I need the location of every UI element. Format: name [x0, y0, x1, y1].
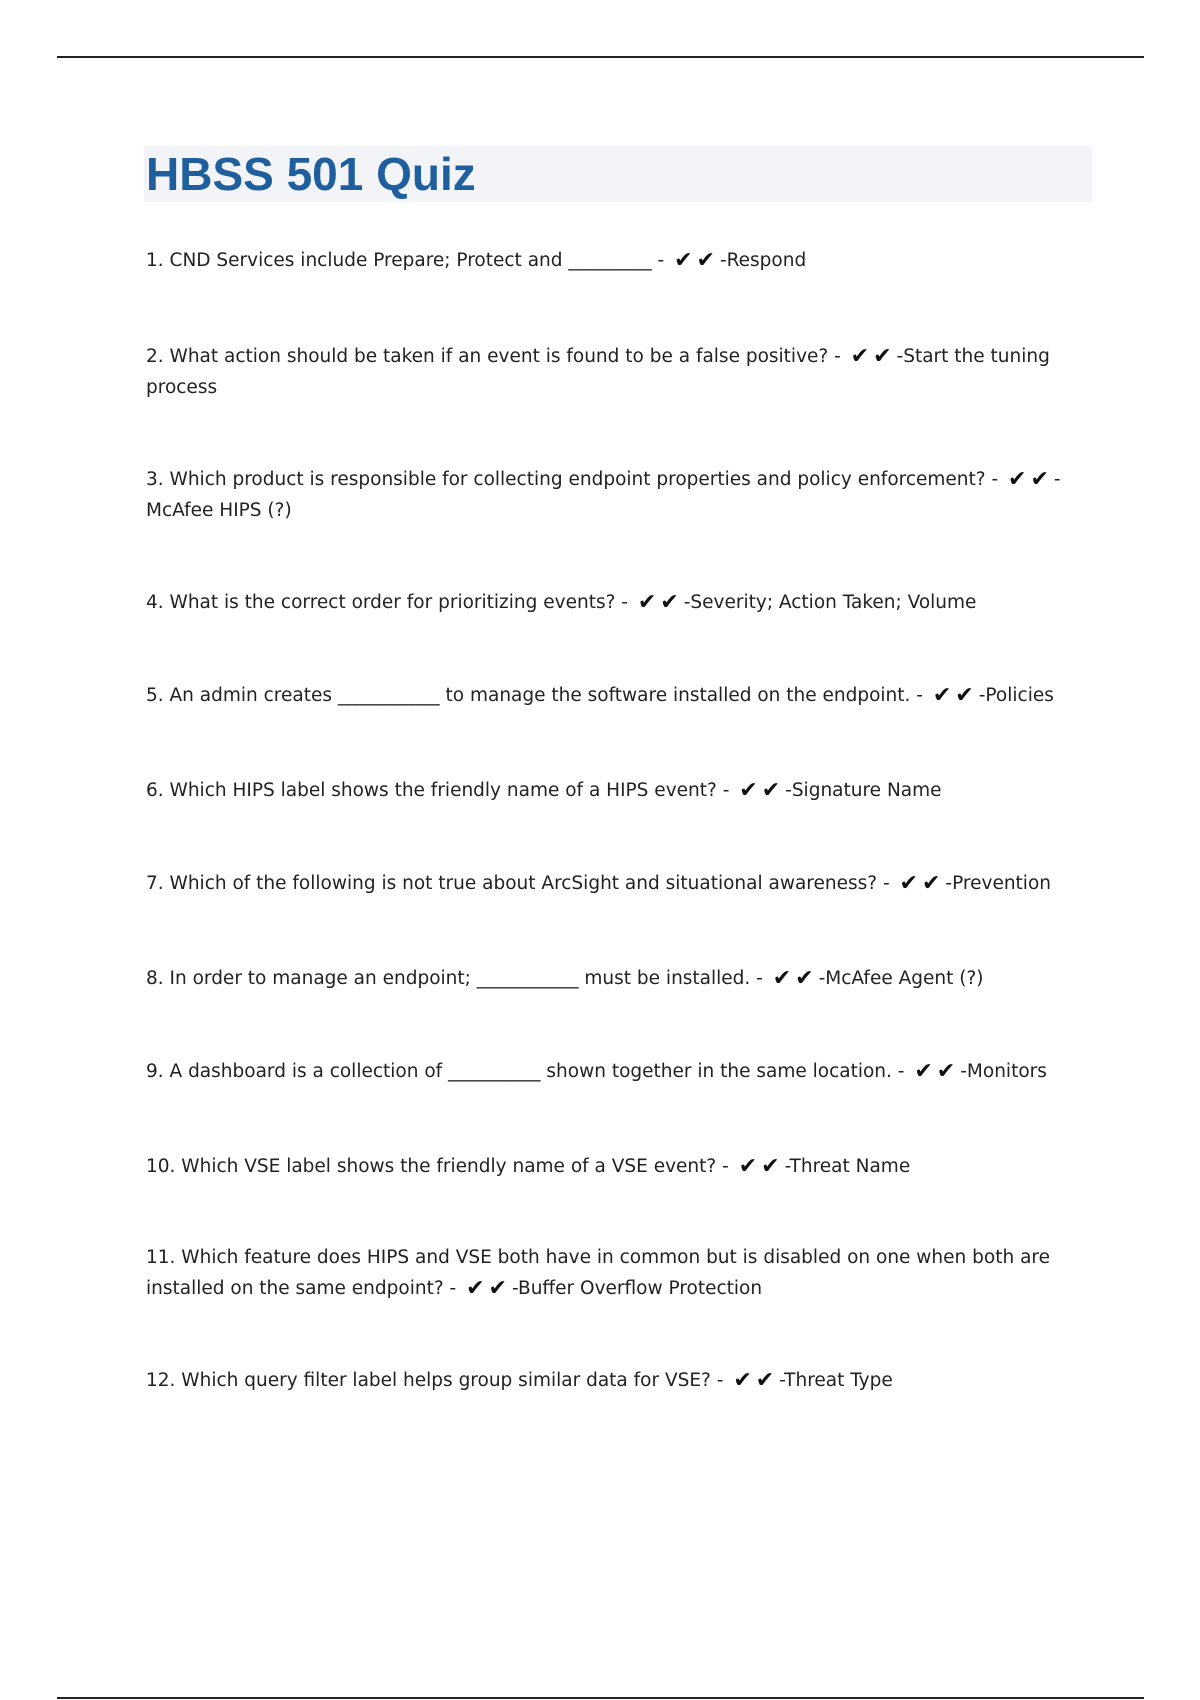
question-item	[146, 341, 1076, 403]
checkmark-icon: ✔✔	[674, 248, 719, 273]
checkmark-icon: ✔✔	[850, 344, 896, 369]
checkmark-icon: ✔✔	[914, 1059, 960, 1084]
question-item	[146, 1056, 1076, 1087]
answer-text: -Threat Type	[779, 1370, 893, 1391]
answer-text: -McAfee Agent (?)	[818, 968, 984, 989]
answer-text: -Policies	[978, 685, 1054, 706]
question-item	[146, 963, 1076, 994]
answer-text: -Respond	[719, 250, 807, 271]
answer-text: -Prevention	[945, 873, 1051, 894]
answer-text: -Threat Name	[784, 1156, 911, 1177]
question-text: 1. CND Services include Prepare; Protect and _________ -	[146, 250, 665, 271]
question-text: 6. Which HIPS label shows the friendly name of a HIPS event? -	[146, 780, 730, 801]
top-rule	[57, 56, 1144, 58]
checkmark-icon: ✔✔	[1008, 467, 1053, 492]
question-item	[146, 680, 1076, 711]
question-item	[146, 1151, 1076, 1182]
question-text: 3. Which product is responsible for collecting endpoint properties and policy enforcement? -	[146, 469, 999, 490]
question-text: 5. An admin creates ___________ to manage the software installed on the endpoint. -	[146, 685, 923, 706]
question-text: 8. In order to manage an endpoint; ___________ must be installed. -	[146, 968, 763, 989]
question-text: 9. A dashboard is a collection of __________ shown together in the same location. -	[146, 1061, 905, 1082]
checkmark-icon: ✔✔	[899, 871, 945, 896]
question-text: 2. What action should be taken if an event is found to be a false positive? -	[146, 346, 841, 367]
checkmark-icon: ✔✔	[738, 1154, 784, 1179]
checkmark-icon: ✔✔	[772, 966, 818, 991]
question-text: 12. Which query filter label helps group similar data for VSE? -	[146, 1370, 724, 1391]
question-text: 7. Which of the following is not true about ArcSight and situational awareness? -	[146, 873, 890, 894]
checkmark-icon: ✔✔	[932, 683, 978, 708]
question-text: 11. Which feature does HIPS and VSE both have in common but is disabled on one when both are installed on the same endpoint? -	[146, 1247, 1050, 1299]
answer-text: -Severity; Action Taken; Volume	[683, 592, 977, 613]
answer-text: -Buffer Overflow Protection	[511, 1278, 763, 1299]
bottom-rule	[57, 1697, 1144, 1699]
question-item	[146, 464, 1076, 526]
answer-text: - McAfee HIPS (?)	[146, 469, 1061, 521]
answer-text: -Start the tuning process	[146, 346, 1050, 398]
question-text: 10. Which VSE label shows the friendly name of a VSE event? -	[146, 1156, 729, 1177]
question-text: 4. What is the correct order for prioritizing events? -	[146, 592, 628, 613]
question-item	[146, 775, 1076, 806]
checkmark-icon: ✔✔	[733, 1368, 779, 1393]
answer-text: -Monitors	[960, 1061, 1047, 1082]
page-title: HBSS 501 Quiz	[146, 148, 476, 200]
question-item	[146, 587, 1076, 618]
checkmark-icon: ✔✔	[637, 590, 683, 615]
answer-text: -Signature Name	[785, 780, 942, 801]
checkmark-icon: ✔✔	[739, 778, 785, 803]
question-item	[146, 1365, 1076, 1396]
question-item	[146, 868, 1076, 899]
question-item	[146, 245, 1076, 276]
question-item	[146, 1242, 1076, 1304]
checkmark-icon: ✔✔	[466, 1276, 511, 1301]
